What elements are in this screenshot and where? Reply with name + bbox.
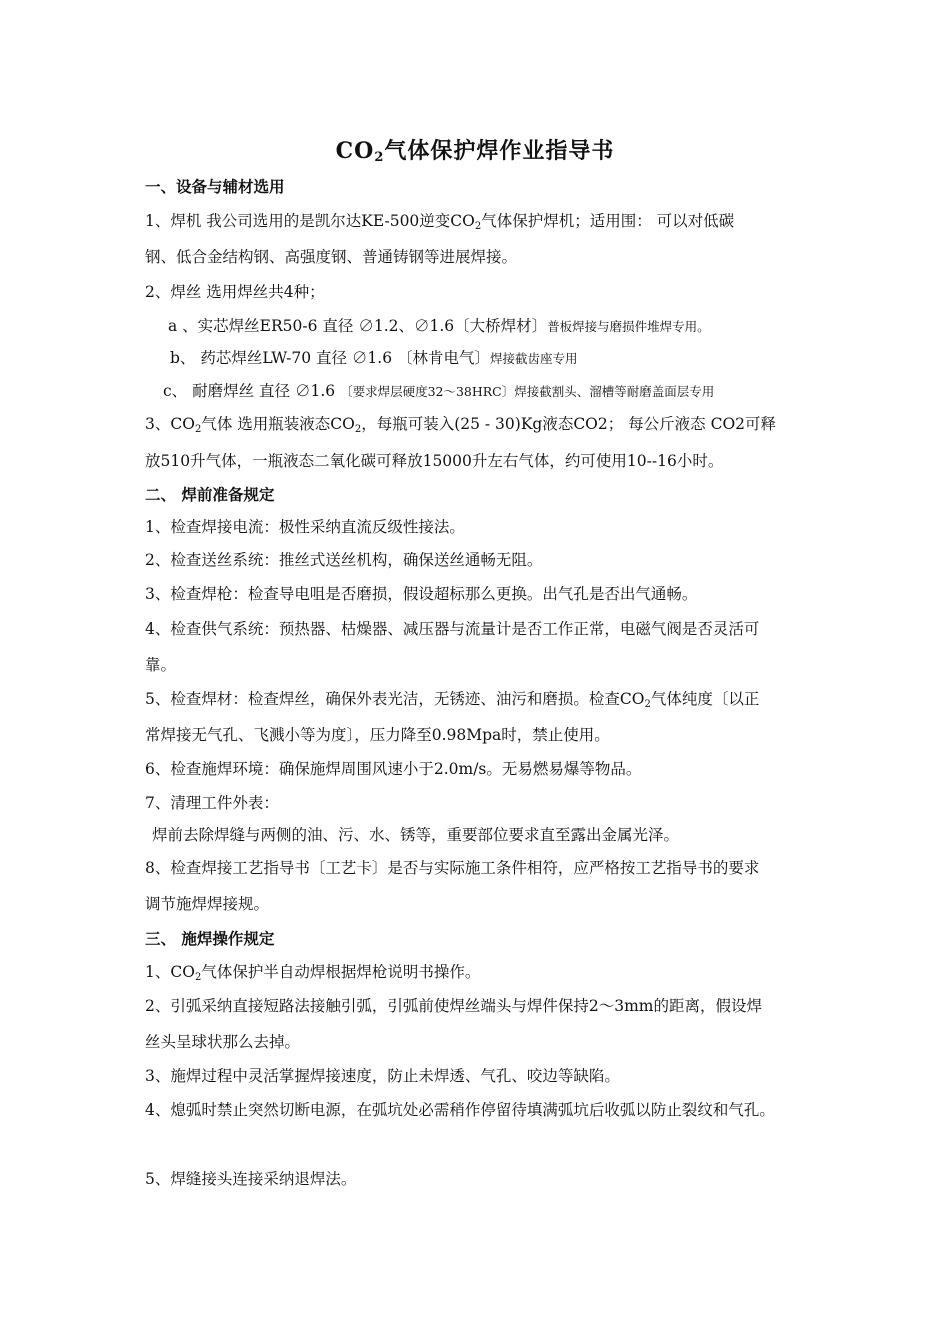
s1-item-b-note: 焊接截齿座专用 <box>490 351 578 366</box>
s2-line-9: 7、清理工件外表： <box>145 794 279 812</box>
s1-line-4b: 气体 选用瓶装液态CO <box>201 415 355 433</box>
s1-line-1 <box>145 211 734 234</box>
s2-line-7: 常焊接无气孔、飞溅小等为度〕，压力降至0.98Mpa时，禁止使用。 <box>145 726 610 744</box>
s1-item-c-note: 〔要求焊层硬度32～38HRC〕焊接截割头、溜槽等耐磨盖面层专用 <box>340 384 715 399</box>
s2-line-10: 焊前去除焊缝与两侧的油、污、水、锈等，重要部位要求直至露出金属光泽。 <box>152 826 680 844</box>
s2-line-11: 8、检查焊接工艺指导书〔工艺卡〕是否与实际施工条件相符，应严格按工艺指导书的要求 <box>145 859 760 877</box>
s2-line-1: 1、检查焊接电流：极性采纳直流反级性接法。 <box>145 518 465 536</box>
s3-line-1b: 气体保护半自动焊根据焊枪说明书操作。 <box>201 963 481 981</box>
s1-item-b-main: b、 药芯焊丝LW-70 直径 ∅1.6 〔林肯电气〕 <box>170 349 490 367</box>
s1-item-a <box>168 316 710 337</box>
section-1-heading: 一、设备与辅材选用 <box>145 177 285 196</box>
title-rest: 气体保护焊作业指导书 <box>384 138 615 164</box>
s2-line-6a: 5、检查焊材：检查焊丝，确保外表光洁，无锈迹、油污和磨损。检查CO <box>145 690 645 708</box>
s3-line-3: 丝头呈球状那么去掉。 <box>145 1033 301 1051</box>
s3-line-5: 4、熄弧时禁止突然切断电源，在弧坑处必需稍作停留待填满弧坑后收弧以防止裂纹和气孔。 <box>145 1101 775 1119</box>
s1-item-c-main: c、 耐磨焊丝 直径 ∅1.6 <box>163 382 336 400</box>
s2-line-6b: 气体纯度〔以正 <box>650 690 760 708</box>
s2-line-12: 调节施焊焊接规。 <box>145 895 270 913</box>
s3-line-6: 5、焊缝接头连接采纳退焊法。 <box>145 1170 357 1188</box>
s2-line-6 <box>145 689 759 712</box>
s1-item-a-note: 普板焊接与磨损件堆焊专用。 <box>547 319 710 334</box>
s1-item-a-main: a 、实芯焊丝ER50-6 直径 ∅1.2、∅1.6〔大桥焊材〕 <box>168 317 548 335</box>
title-subscript: 2 <box>374 150 385 165</box>
s3-line-1a: 1、CO <box>145 963 195 981</box>
s3-line-4: 3、施焊过程中灵活掌握焊接速度，防止未焊透、气孔、咬边等缺陷。 <box>145 1067 620 1085</box>
co2-subscript: 2 <box>644 699 651 710</box>
s1-line-4 <box>145 414 776 437</box>
s2-line-2: 2、检查送丝系统：推丝式送丝机构，确保送丝通畅无阻。 <box>145 551 543 569</box>
section-2-heading: 二、 焊前准备规定 <box>145 485 275 504</box>
co2-subscript: 2 <box>474 221 482 232</box>
s1-line-4a: 3、CO <box>145 415 195 433</box>
co2-subscript: 2 <box>354 424 362 435</box>
s1-line-1a: 1、焊机 我公司选用的是凯尔达KE-500逆变CO <box>145 212 475 230</box>
s2-line-4: 4、检查供气系统：预热器、枯燥器、减压器与流量计是否工作正常，电磁气阀是否灵活可 <box>145 620 760 638</box>
title-prefix: CO <box>335 138 375 164</box>
s1-line-3: 2、焊丝 选用焊丝共4种； <box>145 283 325 301</box>
co2-subscript: 2 <box>194 424 202 435</box>
section-3-heading: 三、 施焊操作规定 <box>145 929 275 948</box>
s2-line-8: 6、检查施焊环境：确保施焊周围风速小于2.0m/s。无易燃易爆等物品。 <box>145 760 642 778</box>
co2-subscript: 2 <box>194 972 202 983</box>
s3-line-2: 2、引弧采纳直接短路法接触引弧，引弧前使焊丝端头与焊件保持2～3mm的距离，假设焊 <box>145 997 762 1015</box>
s1-line-5: 放510升气体，一瓶液态二氧化碳可释放15000升左右气体，约可使用10--16小时。 <box>145 452 724 470</box>
s1-line-2: 钢、低合金结构钢、高强度钢、普通铸钢等进展焊接。 <box>145 248 518 266</box>
s2-line-3: 3、检查焊枪：检查导电咀是否磨损，假设超标那么更换。出气孔是否出气通畅。 <box>145 585 698 603</box>
page-title <box>0 134 950 165</box>
s1-item-c <box>163 381 714 402</box>
s3-line-1 <box>145 962 480 985</box>
s1-line-1b: 气体保护焊机；适用围： 可以对低碳 <box>481 212 735 230</box>
s1-item-b <box>170 348 578 369</box>
s1-line-4c: ，每瓶可装入(25 - 30)Kg液态CO2； 每公斤液态 CO2可释 <box>361 415 777 433</box>
s2-line-5: 靠。 <box>145 656 177 674</box>
